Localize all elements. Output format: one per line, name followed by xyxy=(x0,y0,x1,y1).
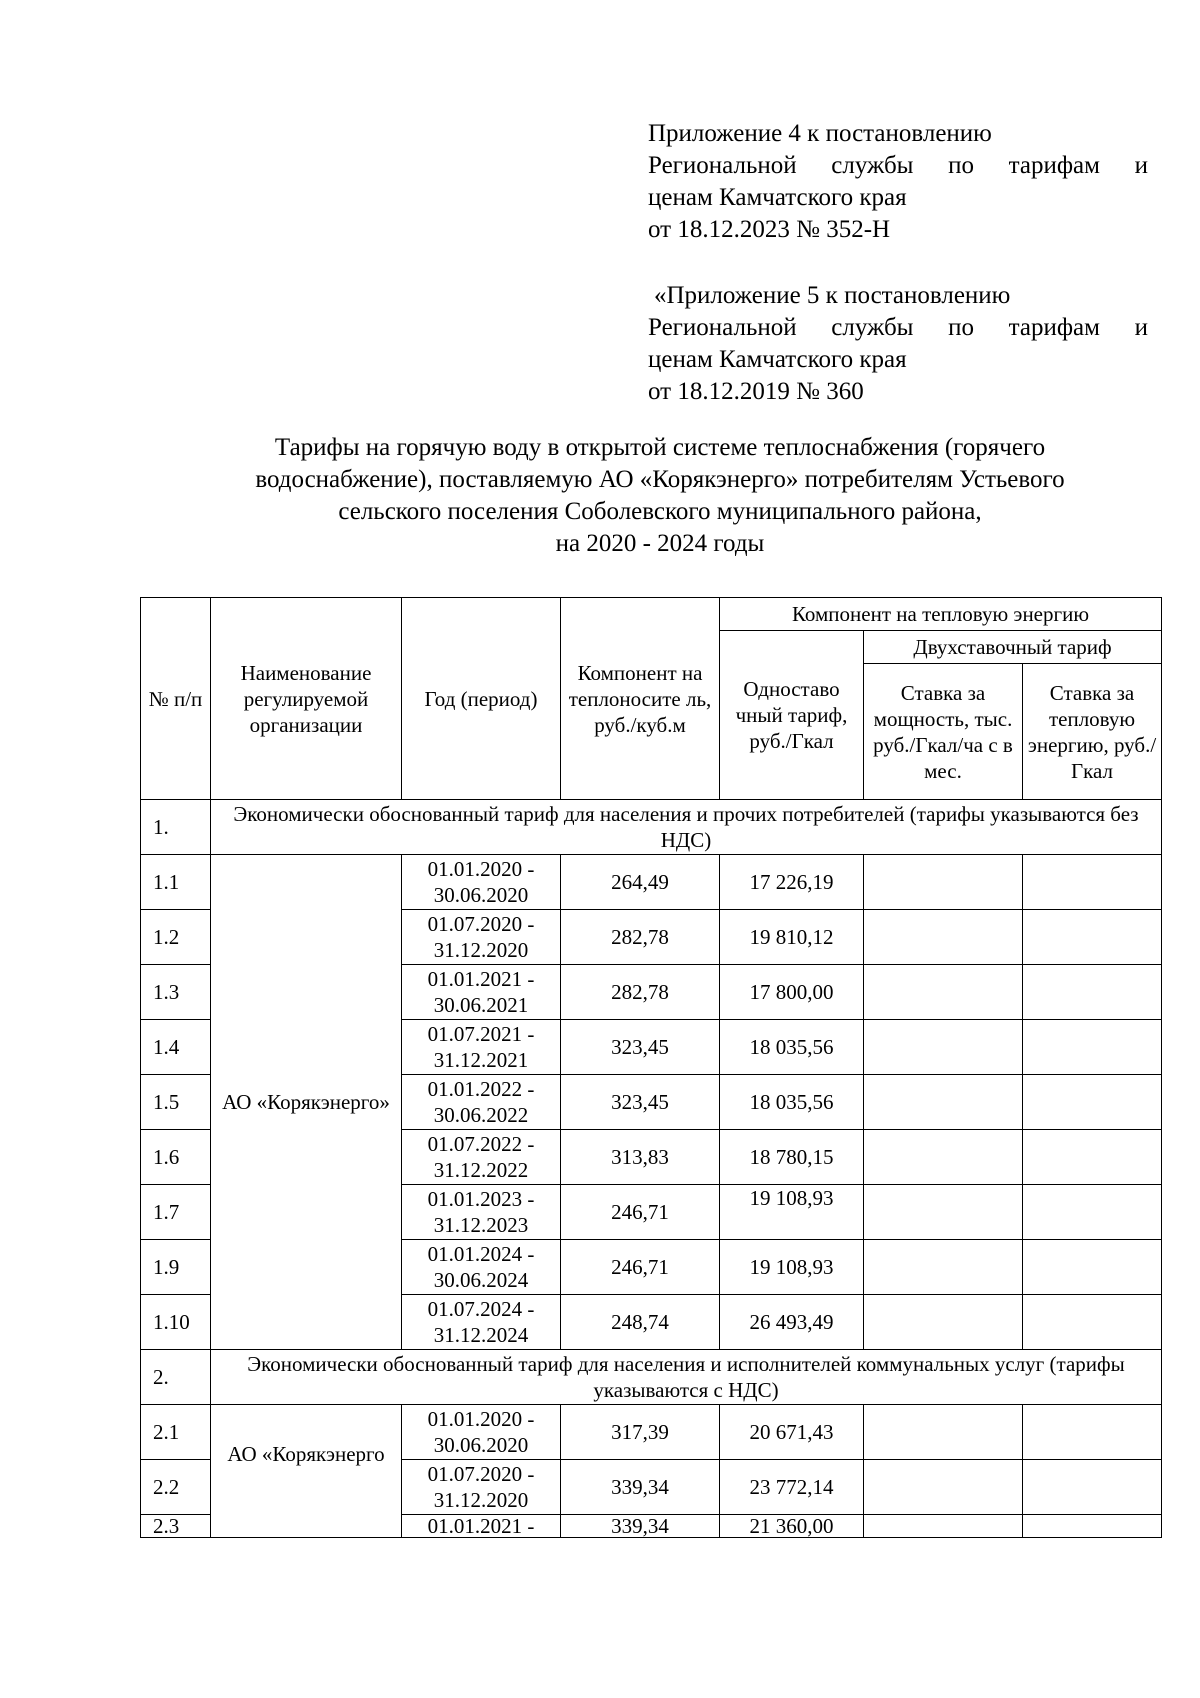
period-start: 01.01.2020 - xyxy=(427,1407,535,1431)
period-end: 31.12.2020 xyxy=(433,1488,529,1512)
appendix-line: ценам Камчатского края xyxy=(648,346,907,373)
capacity-rate-value xyxy=(864,1515,1023,1538)
period-cell xyxy=(402,855,561,910)
tariff-table xyxy=(140,597,1162,1538)
period-cell xyxy=(402,1515,561,1538)
header-two-rate: Двухставочный тариф xyxy=(864,631,1162,664)
energy-rate-value xyxy=(1023,1020,1162,1075)
table-row xyxy=(141,1405,1162,1460)
energy-rate-value xyxy=(1023,1295,1162,1350)
header-org: Наименование регулируемой организации xyxy=(211,598,402,800)
period-end: 31.12.2024 xyxy=(433,1323,529,1347)
carrier-value: 323,45 xyxy=(561,1020,720,1075)
single-rate-value: 18 035,56 xyxy=(720,1075,864,1130)
appendix-line: от 18.12.2019 № 360 xyxy=(648,378,864,405)
section-title: Экономически обоснованный тариф для населения и прочих потребителей (тарифы указываются без НДС) xyxy=(211,800,1162,855)
header-period: Год (период) xyxy=(402,598,561,800)
period-start: 01.01.2023 - xyxy=(427,1187,535,1211)
row-num: 1.1 xyxy=(141,855,211,910)
capacity-rate-value xyxy=(864,1240,1023,1295)
section-num: 1. xyxy=(141,800,211,855)
energy-rate-value xyxy=(1023,1240,1162,1295)
energy-rate-value xyxy=(1023,1075,1162,1130)
carrier-value: 339,34 xyxy=(561,1515,720,1538)
carrier-value: 246,71 xyxy=(561,1240,720,1295)
header-carrier-component: Компонент на теплоносите ль, руб./куб.м xyxy=(561,598,720,800)
carrier-value: 339,34 xyxy=(561,1460,720,1515)
capacity-rate-value xyxy=(864,1020,1023,1075)
header-single-rate: Одноставо чный тариф, руб./Гкал xyxy=(720,631,864,800)
row-num: 1.9 xyxy=(141,1240,211,1295)
carrier-value: 282,78 xyxy=(561,910,720,965)
title-line: Тарифы на горячую воду в открытой системе теплоснабжения (горячего xyxy=(274,434,1046,461)
single-rate-value: 23 772,14 xyxy=(720,1460,864,1515)
single-rate-value: 17 226,19 xyxy=(720,855,864,910)
section-row xyxy=(141,1350,1162,1405)
row-num: 1.5 xyxy=(141,1075,211,1130)
row-num: 1.10 xyxy=(141,1295,211,1350)
header-energy-rate: Ставка за тепловую энергию, руб./Гкал xyxy=(1023,664,1162,800)
period-cell xyxy=(402,1460,561,1515)
carrier-value: 313,83 xyxy=(561,1130,720,1185)
period-cell xyxy=(402,1295,561,1350)
org-name: АО «Корякэнерго xyxy=(211,1405,402,1538)
period-cell xyxy=(402,1405,561,1460)
period-cell xyxy=(402,1185,561,1240)
row-num: 1.6 xyxy=(141,1130,211,1185)
appendix-header-original xyxy=(648,280,1148,408)
capacity-rate-value xyxy=(864,1130,1023,1185)
period-end: 31.12.2022 xyxy=(433,1158,529,1182)
title-line: сельского поселения Соболевского муниципального района, xyxy=(338,498,982,525)
header-thermal-component: Компонент на тепловую энергию xyxy=(720,598,1162,631)
carrier-value: 317,39 xyxy=(561,1405,720,1460)
section-num: 2. xyxy=(141,1350,211,1405)
header-capacity-rate: Ставка за мощность, тыс. руб./Гкал/ча с в мес. xyxy=(864,664,1023,800)
carrier-value: 282,78 xyxy=(561,965,720,1020)
single-rate-value: 21 360,00 xyxy=(720,1515,864,1538)
period-end: 30.06.2022 xyxy=(433,1103,529,1127)
carrier-value: 264,49 xyxy=(561,855,720,910)
row-num: 1.7 xyxy=(141,1185,211,1240)
appendix-line: Приложение 4 к постановлению xyxy=(648,120,992,147)
single-rate-value: 18 035,56 xyxy=(720,1020,864,1075)
capacity-rate-value xyxy=(864,855,1023,910)
single-rate-value: 19 108,93 xyxy=(720,1240,864,1295)
row-num: 1.3 xyxy=(141,965,211,1020)
row-num: 2.1 xyxy=(141,1405,211,1460)
period-cell xyxy=(402,1075,561,1130)
period-cell xyxy=(402,1020,561,1075)
period-start: 01.07.2024 - xyxy=(427,1297,535,1321)
appendix-line: ценам Камчатского края xyxy=(648,184,907,211)
energy-rate-value xyxy=(1023,965,1162,1020)
appendix-line: Региональной службы по тарифам и xyxy=(648,314,1148,341)
period-start: 01.01.2020 - xyxy=(427,857,535,881)
title-line: на 2020 - 2024 годы xyxy=(555,530,765,557)
period-start: 01.01.2022 - xyxy=(427,1077,535,1101)
period-start: 01.07.2020 - xyxy=(427,912,535,936)
period-start: 01.07.2022 - xyxy=(427,1132,535,1156)
appendix-header-current xyxy=(648,118,1148,246)
period-cell xyxy=(402,910,561,965)
row-num: 1.4 xyxy=(141,1020,211,1075)
energy-rate-value xyxy=(1023,910,1162,965)
row-num: 2.2 xyxy=(141,1460,211,1515)
appendix-line: Региональной службы по тарифам и xyxy=(648,152,1148,179)
capacity-rate-value xyxy=(864,965,1023,1020)
period-end: 30.06.2024 xyxy=(433,1268,529,1292)
header-num: № п/п xyxy=(141,598,211,800)
period-start: 01.01.2024 - xyxy=(427,1242,535,1266)
single-rate-value: 18 780,15 xyxy=(720,1130,864,1185)
period-end: 31.12.2023 xyxy=(433,1213,529,1237)
org-name: АО «Корякэнерго» xyxy=(211,855,402,1350)
period-end: 30.06.2021 xyxy=(433,993,529,1017)
section-title: Экономически обоснованный тариф для населения и исполнителей коммунальных услуг (тарифы указываются с НДС) xyxy=(211,1350,1162,1405)
title-line: водоснабжение), поставляемую АО «Корякэнерго» потребителям Устьевого xyxy=(255,466,1065,493)
table-row xyxy=(141,855,1162,910)
period-cell xyxy=(402,965,561,1020)
period-end: 30.06.2020 xyxy=(433,1433,529,1457)
period-start: 01.01.2021 - xyxy=(427,1514,535,1538)
carrier-value: 248,74 xyxy=(561,1295,720,1350)
single-rate-value: 17 800,00 xyxy=(720,965,864,1020)
energy-rate-value xyxy=(1023,855,1162,910)
capacity-rate-value xyxy=(864,1295,1023,1350)
capacity-rate-value xyxy=(864,1185,1023,1240)
capacity-rate-value xyxy=(864,910,1023,965)
carrier-value: 323,45 xyxy=(561,1075,720,1130)
single-rate-value: 19 810,12 xyxy=(720,910,864,965)
period-start: 01.07.2020 - xyxy=(427,1462,535,1486)
document-title xyxy=(140,432,1180,560)
energy-rate-value xyxy=(1023,1460,1162,1515)
row-num: 2.3 xyxy=(141,1515,211,1538)
single-rate-value: 19 108,93 xyxy=(720,1185,864,1240)
period-end: 31.12.2020 xyxy=(433,938,529,962)
capacity-rate-value xyxy=(864,1075,1023,1130)
period-cell xyxy=(402,1130,561,1185)
period-end: 31.12.2021 xyxy=(433,1048,529,1072)
energy-rate-value xyxy=(1023,1185,1162,1240)
period-start: 01.01.2021 - xyxy=(427,967,535,991)
energy-rate-value xyxy=(1023,1405,1162,1460)
carrier-value: 246,71 xyxy=(561,1185,720,1240)
capacity-rate-value xyxy=(864,1460,1023,1515)
single-rate-value: 20 671,43 xyxy=(720,1405,864,1460)
period-end: 30.06.2020 xyxy=(433,883,529,907)
appendix-line: от 18.12.2023 № 352-Н xyxy=(648,216,891,243)
appendix-line: «Приложение 5 к постановлению xyxy=(654,282,1011,309)
period-cell xyxy=(402,1240,561,1295)
capacity-rate-value xyxy=(864,1405,1023,1460)
section-row xyxy=(141,800,1162,855)
energy-rate-value xyxy=(1023,1130,1162,1185)
row-num: 1.2 xyxy=(141,910,211,965)
single-rate-value: 26 493,49 xyxy=(720,1295,864,1350)
period-start: 01.07.2021 - xyxy=(427,1022,535,1046)
energy-rate-value xyxy=(1023,1515,1162,1538)
